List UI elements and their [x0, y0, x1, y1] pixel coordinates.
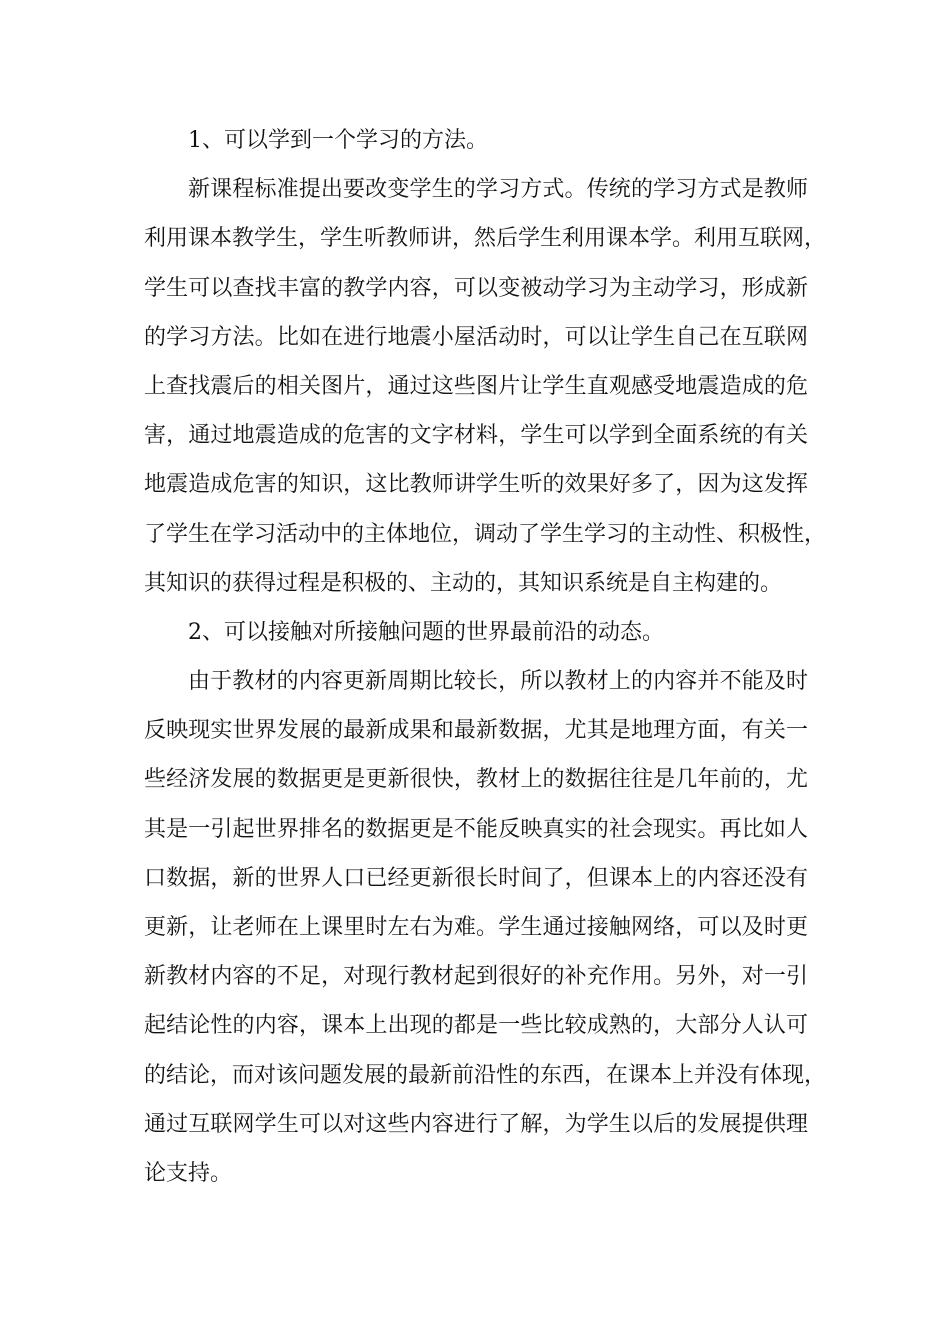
paragraph-1-line: 利用课本教学生，学生听教师讲，然后学生利用课本学。利用互联网， — [144, 226, 827, 252]
paragraph-2-line: 反映现实世界发展的最新成果和最新数据，尤其是地理方面，有关一 — [144, 718, 808, 744]
paragraph-2-line: 的结论，而对该问题发展的最新前沿性的东西，在课本上并没有体现， — [144, 1062, 827, 1088]
paragraph-1-line: 了学生在学习活动中的主体地位，调动了学生学习的主动性、积极性， — [144, 521, 827, 547]
section-heading-1: 1、可以学到一个学习的方法。 — [188, 128, 488, 153]
paragraph-1-line: 地震造成危害的知识，这比教师讲学生听的效果好多了，因为这发挥 — [144, 472, 808, 498]
paragraph-1-line: 其知识的获得过程是积极的、主动的，其知识系统是自主构建的。 — [144, 570, 783, 596]
paragraph-2-line: 更新，让老师在上课里时左右为难。学生通过接触网络，可以及时更 — [144, 915, 808, 940]
paragraph-1-line: 的学习方法。比如在进行地震小屋活动时，可以让学生自己在互联网 — [144, 324, 808, 350]
paragraph-2-line: 新教材内容的不足，对现行教材起到很好的补充作用。另外，对一引 — [144, 964, 808, 990]
paragraph-2-line: 其是一引起世界排名的数据更是不能反映真实的社会现实。再比如人 — [144, 816, 808, 842]
paragraph-2-line: 起结论性的内容，课本上出现的都是一些比较成熟的，大部分人认可 — [144, 1013, 808, 1039]
paragraph-1-line: 上查找震后的相关图片，通过这些图片让学生直观感受地震造成的危 — [144, 373, 808, 399]
paragraph-2-line: 通过互联网学生可以对这些内容进行了解，为学生以后的发展提供理 — [144, 1111, 808, 1137]
paragraph-2-line: 口数据，新的世界人口已经更新很长时间了，但课本上的内容还没有 — [144, 865, 808, 891]
document-body — [144, 116, 827, 1198]
paragraph-1-line: 学生可以查找丰富的教学内容，可以变被动学习为主动学习，形成新 — [144, 275, 808, 301]
paragraph-2-line: 些经济发展的数据更是更新很快，教材上的数据往往是几年前的，尤 — [144, 767, 808, 793]
paragraph-2-line: 论支持。 — [144, 1160, 233, 1186]
paragraph-1-line: 害，通过地震造成的危害的文字材料，学生可以学到全面系统的有关 — [144, 423, 808, 449]
section-heading-2: 2、可以接触对所接触问题的世界最前沿的动态。 — [188, 619, 664, 645]
paragraph-1-line: 新课程标准提出要改变学生的学习方式。传统的学习方式是教师 — [188, 177, 808, 203]
paragraph-2-line: 由于教材的内容更新周期比较长，所以教材上的内容并不能及时 — [188, 669, 808, 695]
